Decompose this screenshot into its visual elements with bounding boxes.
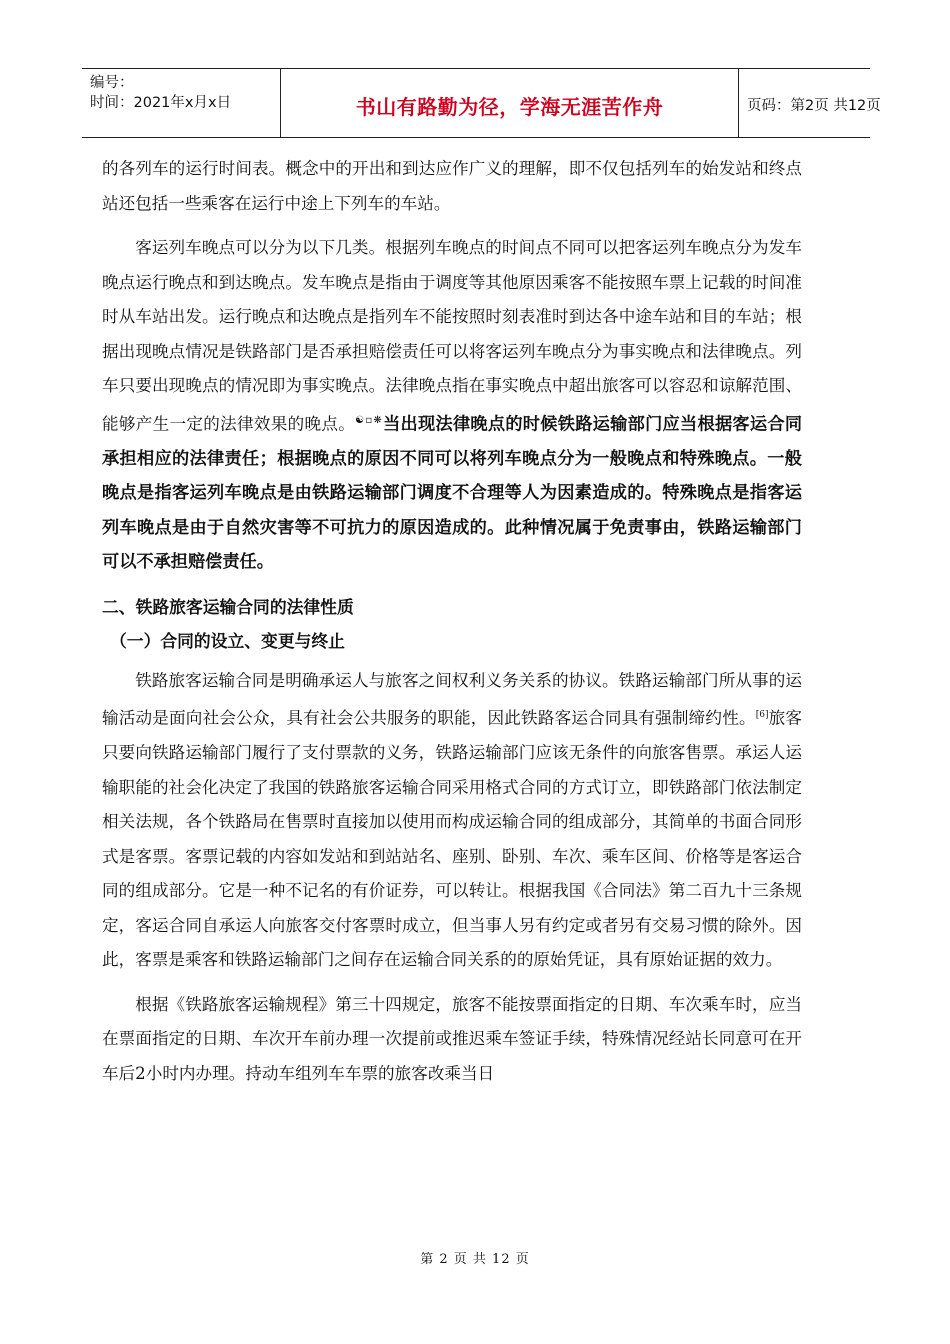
header-meta-cell (82, 69, 280, 137)
header-page-info: 页码：第2页 共12页 (747, 98, 881, 114)
paragraph-2-text: 客运列车晚点可以分为以下几类。根据列车晚点的时间点不同可以把客运列车晚点分为发车晚点运行晚点和到达晚点。发车晚点是指由于调度等其他原因乘客不能按照车票上记载的时间准时从车站出发。运行晚点和达晚点是指列车不能按照时刻表准时到达各中途车站和目的车站；根据出现晚点情况是铁路部门是否承担赔偿责任可以将客运列车晚点分为事实晚点和法律晚点。列车只要出现晚点的情况即为事实晚点。法律晚点指在事实晚点中超出旅客可以容忍和谅解范围、能够产生一定的法律效果的晚点。 (102, 238, 802, 434)
subsection-heading: （一）合同的设立、变更与终止 (110, 630, 345, 651)
document-body (102, 152, 802, 1101)
header-date-label: 时间：2021年x月x日 (90, 95, 232, 111)
paragraph-2-bold-text: 当出现法律晚点的时候铁路运输部门应当根据客运合同承担相应的法律责任；根据晚点的原因不同可以将列车晚点分为一般晚点和特殊晚点。一般晚点是指客运列车晚点是由铁路运输部门调度不合理等人为因素造成的。特殊晚点是指客运列车晚点是由于自然灾害等不可抗力的原因造成的。此种情况属于免责事由，铁路运输部门可以不承担赔偿责任。 (102, 414, 803, 573)
paragraph-2 (102, 231, 802, 580)
page-header (82, 68, 881, 138)
paragraph-3-text-a: 铁路旅客运输合同是明确承运人与旅客之间权利义务关系的协议。铁路运输部门所从事的运输活动是面向社会公众，具有社会公共服务的职能，因此铁路客运合同具有强制缔约性。 (102, 670, 802, 728)
citation-ref: [6] (755, 710, 769, 721)
header-number-label: 编号： (90, 75, 134, 91)
header-page-cell (739, 69, 881, 137)
paragraph-3 (102, 664, 802, 978)
paragraph-1: 的各列车的运行时间表。概念中的开出和到达应作广义的理解，即不仅包括列车的始发站和终点站还包括一些乘客在运行中途上下列车的车站。 (102, 159, 802, 213)
paragraph-4: 根据《铁路旅客运输规程》第三十四规定，旅客不能按票面指定的日期、车次乘车时，应当在票面指定的日期、车次开车前办理一次提前或推迟乘车签证手续，特殊情况经站长同意可在开车后2小时内办理。持动车组列车车票的旅客改乘当日 (102, 994, 802, 1083)
revision-marks-icon: ☯▫❋ (355, 414, 383, 426)
section-heading: 二、铁路旅客运输合同的法律性质 (102, 596, 354, 617)
header-motto-cell (280, 69, 739, 137)
page-footer: 第 2 页 共 12 页 (420, 1252, 530, 1267)
header-motto: 书山有路勤为径，学海无涯苦作舟 (355, 95, 664, 119)
paragraph-3-text-b: 旅客只要向铁路运输部门履行了支付票款的义务，铁路运输部门应该无条件的向旅客售票。承运人运输职能的社会化决定了我国的铁路旅客运输合同采用格式合同的方式订立，即铁路部门依法制定相关法规，各个铁路局在售票时直接加以使用而构成运输合同的组成部分，其简单的书面合同形式是客票。客票记载的内容如发站和到站站名、座别、卧别、车次、乘车区间、价格等是客运合同的组成部分。它是一种不记名的有价证券，可以转让。根据我国《合同法》第二百九十三条规定，客运合同自承运人向旅客交付客票时成立，但当事人另有约定或者另有交易习惯的除外。因此，客票是乘客和铁路运输部门之间存在运输合同关系的的原始凭证，具有原始证据的效力。 (102, 708, 803, 970)
